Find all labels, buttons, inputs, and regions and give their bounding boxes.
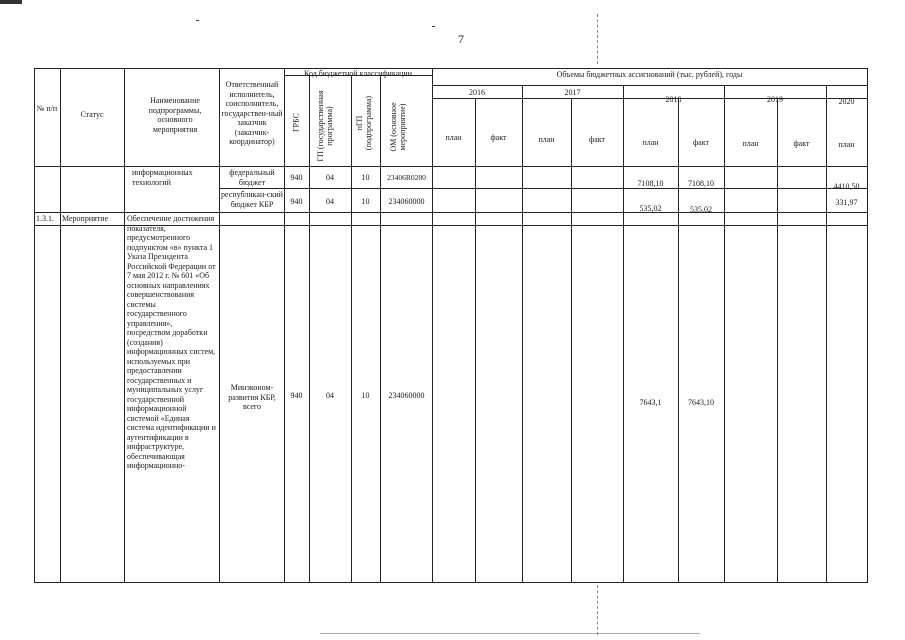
header-om: ОМ (основное мероприятие) [389, 102, 407, 152]
header-volumes: Объемы бюджетных ассигнований (тыс. рублей), годы [556, 70, 743, 79]
row3-gp: 04 [326, 391, 334, 400]
year-2020: 2020 [838, 97, 855, 106]
row1-gp: 04 [326, 173, 334, 182]
fold-mark [597, 14, 598, 64]
header-gp: ГП (государственная программа) [316, 90, 334, 162]
row3-plan-2018: 7643,1 [639, 398, 662, 407]
page-number: 7 [458, 32, 464, 46]
row2-fact-2018: 535,02 [690, 205, 712, 214]
row3-responsible: Минэконом-развития КБР, всего [228, 383, 276, 411]
row3-name: Обеспечение достижения показателя, предусмотренного подпунктом «в» пункта 1 Указа Президента Российской Федерации от 7 мая 2012 г. № 601 «Об основных направлениях совершенствования системы государственного управления», посредством доработки (создания) информационных систем, используемых при предоставлении государственных и муниципальных услуг государственной информационной системой «Единая система идентификации и аутентификации в инфраструктуре, обеспечивающая информационно- [127, 214, 216, 470]
fact-2019: факт [793, 139, 810, 148]
scan-mark [320, 633, 700, 634]
continued-name: информационных технологий [132, 168, 193, 187]
header-responsible: Ответственный исполнитель, соисполнитель, государствен-ный заказчик (заказчик-координатор) [221, 80, 283, 146]
row3-status: Мероприятие [62, 214, 109, 223]
year-2019: 2019 [767, 95, 783, 104]
fact-2017: факт [588, 135, 605, 144]
header-number: № п/п [36, 104, 58, 113]
row2-om: 234060000 [388, 197, 425, 206]
row1-responsible: федеральный бюджет [229, 168, 275, 187]
row1-plan-2018: 7108,10 [637, 179, 664, 188]
header-budget-codes: Код бюджетной классификации [304, 69, 412, 78]
header-name: Наименование подпрограммы, основного мероприятия [148, 96, 202, 134]
row3-pgp: 10 [361, 391, 370, 400]
year-2018: 2018 [665, 95, 682, 104]
scan-mark [432, 26, 435, 27]
row1-fact-2018: 7108,10 [688, 179, 714, 188]
year-2017: 2017 [564, 88, 581, 97]
plan-2016: план [445, 133, 462, 142]
plan-2020: план [838, 140, 855, 149]
row2-grbs: 940 [290, 197, 303, 206]
header-pgp: пГП (подпрограмма) [355, 95, 373, 151]
plan-2018: план [642, 138, 659, 147]
row2-pgp: 10 [361, 197, 370, 206]
row2-gp: 04 [326, 197, 334, 206]
year-2016: 2016 [469, 88, 485, 97]
row3-grbs: 940 [290, 391, 303, 400]
plan-2019: план [742, 139, 759, 148]
row3-om: 234060000 [388, 391, 425, 400]
row2-plan-2018: 535,02 [639, 204, 662, 213]
fact-2018: факт [692, 138, 709, 147]
plan-2017: план [538, 135, 555, 144]
row1-grbs: 940 [290, 173, 303, 182]
fold-mark [597, 585, 598, 635]
header-status: Статус [80, 110, 104, 119]
row1-plan-2020: 4410,50 [833, 182, 860, 191]
row1-om: 23406R0280 [387, 173, 426, 182]
header-grbs-code: ГРБС [291, 113, 301, 132]
row3-number: 1.3.1. [36, 214, 54, 223]
row2-plan-2020: 331,97 [835, 198, 858, 207]
fact-2016: факт [490, 133, 507, 142]
scan-mark [196, 20, 199, 21]
row3-fact-2018: 7643,10 [688, 398, 714, 407]
row1-pgp: 10 [361, 173, 370, 182]
row2-responsible: республикан-ский бюджет КБР [221, 190, 283, 209]
scan-mark [0, 0, 22, 4]
